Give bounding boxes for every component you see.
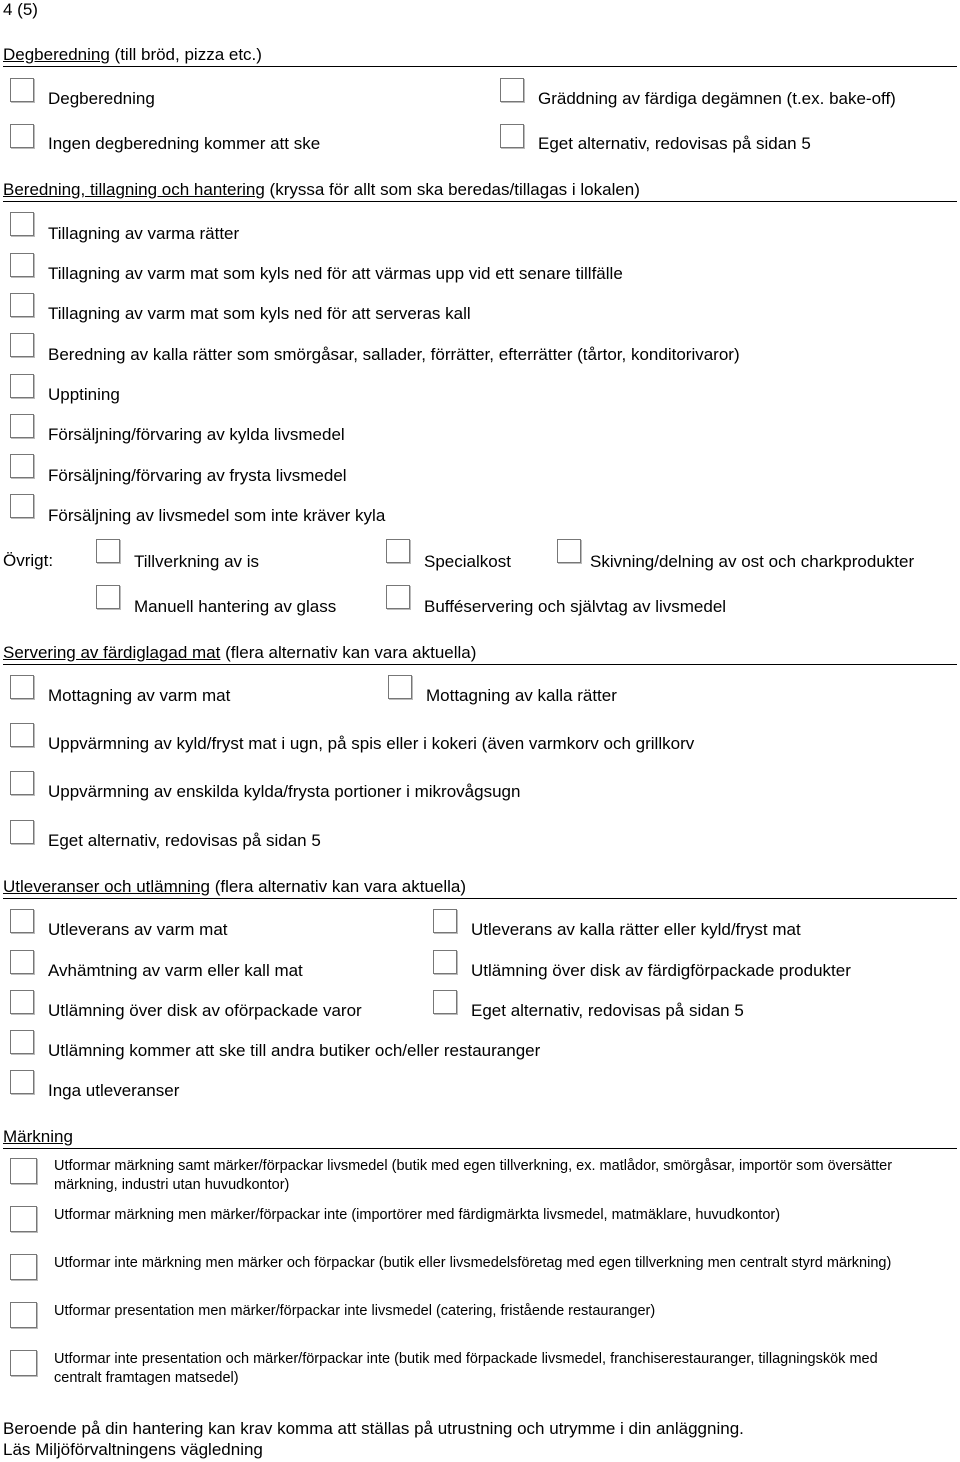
checkbox-mottagning-varm[interactable]	[10, 675, 34, 699]
checkbox-label: Mottagning av kalla rätter	[426, 686, 617, 705]
checkbox-label: Tillagning av varm mat som kyls ned för att serveras kall	[48, 304, 471, 323]
checkbox-oforpackade[interactable]	[10, 990, 34, 1014]
section-heading-utleveranser	[3, 877, 466, 897]
checkbox-label: Utlämning över disk av oförpackade varor	[48, 1001, 362, 1020]
checkbox-label: Gräddning av färdiga degämnen (t.ex. bake-off)	[538, 89, 896, 108]
section-title: Servering av färdiglagad mat	[3, 643, 221, 662]
section-title: Utleveranser och utlämning	[3, 877, 210, 896]
checkbox-kalla-ratter[interactable]	[10, 333, 34, 357]
section-heading-degberedning	[3, 45, 262, 65]
checkbox-label: Degberedning	[48, 89, 155, 108]
checkbox-markning-4[interactable]	[10, 1302, 37, 1328]
section-divider	[3, 664, 957, 665]
checkbox-uppvarmning-mikro[interactable]	[10, 771, 34, 795]
section-divider	[3, 66, 957, 67]
checkbox-label: Inga utleveranser	[48, 1081, 180, 1100]
section-title: Märkning	[3, 1127, 73, 1146]
section-heading-servering	[3, 643, 476, 663]
checkbox-markning-2[interactable]	[10, 1206, 37, 1232]
checkbox-fardigforpackade[interactable]	[433, 950, 457, 974]
section-title: Degberedning	[3, 45, 110, 64]
checkbox-label: Tillagning av varma rätter	[48, 224, 240, 243]
checkbox-skivning[interactable]	[557, 539, 581, 563]
checkbox-utleverans-varm[interactable]	[10, 909, 34, 933]
section-note: (kryssa för allt som ska beredas/tillagas i lokalen)	[269, 180, 640, 199]
checkbox-label: Utformar presentation men märker/förpackar inte livsmedel (catering, fristående restauranger)	[54, 1303, 656, 1319]
checkbox-label: Utformar inte presentation och märker/förpackar inte (butik med förpackade livsmedel, franchiserestauranger, tillagningskök med centralt framtagen matsedel)	[54, 1351, 878, 1386]
checkbox-label: Utlämning kommer att ske till andra butiker och/eller restauranger	[48, 1041, 541, 1060]
checkbox-label: Eget alternativ, redovisas på sidan 5	[471, 1001, 744, 1020]
section-note: (flera alternativ kan vara aktuella)	[214, 877, 467, 896]
checkbox-label: Tillagning av varm mat som kyls ned för att värmas upp vid ett senare tillfälle	[48, 264, 623, 283]
checkbox-andra-butiker[interactable]	[10, 1030, 34, 1054]
checkbox-label: Försäljning/förvaring av kylda livsmedel	[48, 425, 345, 444]
checkbox-specialkost[interactable]	[386, 539, 410, 563]
checkbox-kyls-ned-kall[interactable]	[10, 293, 34, 317]
checkbox-utan-kyla[interactable]	[10, 494, 34, 518]
checkbox-degberedning[interactable]	[10, 78, 34, 102]
section-note: (till bröd, pizza etc.)	[114, 45, 262, 64]
checkbox-label: Uppvärmning av enskilda kylda/frysta portioner i mikrovågsugn	[48, 782, 521, 801]
checkbox-mottagning-kall[interactable]	[388, 675, 412, 699]
checkbox-label: Ingen degberedning kommer att ske	[48, 134, 321, 153]
checkbox-utleverans-eget[interactable]	[433, 990, 457, 1014]
checkbox-glass[interactable]	[96, 585, 120, 609]
checkbox-avhamtning[interactable]	[10, 950, 34, 974]
checkbox-label: Utformar inte märkning men märker och förpackar (butik eller livsmedelsföretag med egen tillverkning men centralt styrd märkning)	[54, 1255, 892, 1271]
section-title: Beredning, tillagning och hantering	[3, 180, 265, 199]
checkbox-markning-3[interactable]	[10, 1254, 37, 1280]
checkbox-markning-1[interactable]	[10, 1158, 37, 1184]
checkbox-label: Tillverkning av is	[134, 552, 260, 571]
checkbox-label: Försäljning av livsmedel som inte kräver kyla	[48, 506, 386, 525]
footer-note: Beroende på din hantering kan krav komma att ställas på utrustning och utrymme i din anläggning.	[3, 1419, 744, 1438]
checkbox-label: Mottagning av varm mat	[48, 686, 231, 705]
checkbox-utleverans-kall[interactable]	[433, 909, 457, 933]
checkbox-label: Manuell hantering av glass	[134, 597, 337, 616]
checkbox-label: Utleverans av kalla rätter eller kyld/fryst mat	[471, 920, 801, 939]
checkbox-uppvarmning-ugn[interactable]	[10, 723, 34, 747]
checkbox-ingen-degberedning[interactable]	[10, 124, 34, 148]
checkbox-varma-ratter[interactable]	[10, 212, 34, 236]
checkbox-label: Försäljning/förvaring av frysta livsmedel	[48, 466, 347, 485]
section-heading-markning	[3, 1127, 73, 1147]
section-divider	[3, 201, 957, 202]
checkbox-label: Avhämtning av varm eller kall mat	[48, 961, 303, 980]
checkbox-label: Specialkost	[424, 552, 511, 571]
checkbox-kylda-livsmedel[interactable]	[10, 414, 34, 438]
section-heading-beredning	[3, 180, 640, 200]
checkbox-buffe[interactable]	[386, 585, 410, 609]
section-note: (flera alternativ kan vara aktuella)	[225, 643, 477, 662]
checkbox-frysta-livsmedel[interactable]	[10, 454, 34, 478]
checkbox-markning-5[interactable]	[10, 1350, 37, 1376]
checkbox-kyls-ned-varmas[interactable]	[10, 253, 34, 277]
page-number: 4 (5)	[3, 0, 38, 19]
checkbox-is[interactable]	[96, 539, 120, 563]
checkbox-inga-utleveranser[interactable]	[10, 1070, 34, 1094]
checkbox-label: Utformar märkning men märker/förpackar inte (importörer med färdigmärkta livsmedel, matmäklare, huvudkontor)	[54, 1207, 781, 1223]
checkbox-label: Utleverans av varm mat	[48, 920, 228, 939]
checkbox-label: Upptining	[48, 385, 120, 404]
checkbox-eget-alternativ[interactable]	[500, 124, 524, 148]
checkbox-label: Bufféservering och självtag av livsmedel	[424, 597, 727, 616]
ovrigt-label: Övrigt:	[3, 551, 54, 570]
checkbox-label: Utlämning över disk av färdigförpackade produkter	[471, 961, 851, 980]
section-divider	[3, 898, 957, 899]
checkbox-label: Eget alternativ, redovisas på sidan 5	[538, 134, 811, 153]
checkbox-upptining[interactable]	[10, 374, 34, 398]
checkbox-servering-eget[interactable]	[10, 820, 34, 844]
checkbox-label: Skivning/delning av ost och charkprodukter	[590, 552, 915, 571]
checkbox-label: Beredning av kalla rätter som smörgåsar, sallader, förrätter, efterrätter (tårtor, konditorivaror)	[48, 345, 740, 364]
section-divider	[3, 1148, 957, 1149]
checkbox-label: Eget alternativ, redovisas på sidan 5	[48, 831, 321, 850]
checkbox-label: Uppvärmning av kyld/fryst mat i ugn, på spis eller i kokeri (även varmkorv och grillkorv	[48, 734, 695, 753]
checkbox-label: Utformar märkning samt märker/förpackar livsmedel (butik med egen tillverkning, ex. matlådor, smörgåsar, importör som översätter märkning, industri utan huvudkontor)	[54, 1158, 893, 1193]
footer-guidance: Läs Miljöförvaltningens vägledning	[3, 1440, 263, 1459]
checkbox-graddning[interactable]	[500, 78, 524, 102]
